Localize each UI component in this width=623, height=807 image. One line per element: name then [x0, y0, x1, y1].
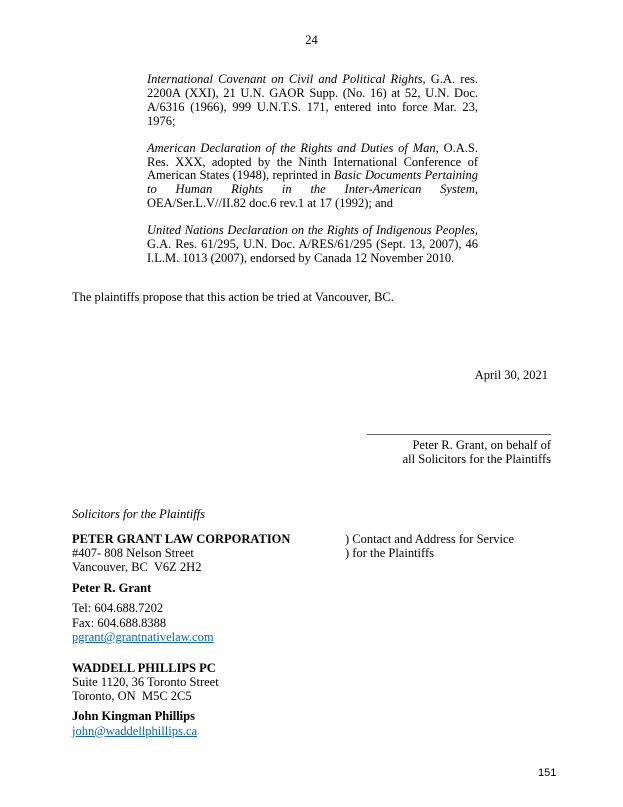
- firm2-contact-block: [72, 709, 197, 738]
- citation-paragraph-undrip: [147, 224, 478, 266]
- service-note-line1: ) Contact and Address for Service: [345, 532, 515, 546]
- citation-reference-text: G.A. Res. 61/295, U.N. Doc. A/RES/61/295 (Sept. 13, 2007), 46 I.L.M. 1013 (2007), endorsed by Canada 12 November 2010.: [147, 237, 478, 265]
- service-note-block: [345, 532, 514, 560]
- firm2-address-line1: Suite 1120, 36 Toronto Street: [72, 675, 219, 689]
- firm2-address-block: [72, 661, 219, 703]
- signature-name-line: Peter R. Grant, on behalf of: [412, 438, 551, 452]
- firm1-address-line2: Vancouver, BC V6Z 2H2: [72, 560, 202, 574]
- firm2-contact-name: John Kingman Phillips: [72, 709, 195, 723]
- citation-paragraph-american-declaration: [147, 142, 478, 212]
- citation-reference-text: , O.A.S. Res. XXX, adopted by the Ninth International Conference of American States (1948), reprinted in: [147, 140, 478, 183]
- firm2-email-link[interactable]: john@waddellphillips.ca: [72, 723, 198, 738]
- citation-paragraph-iccpr: [147, 73, 478, 129]
- signature-block: [367, 434, 551, 466]
- document-date: April 30, 2021: [474, 368, 548, 382]
- solicitors-heading: Solicitors for the Plaintiffs: [72, 507, 205, 521]
- citations-block: [147, 73, 478, 279]
- citation-title-italic: United Nations Declaration on the Rights of Indigenous Peoples,: [147, 223, 478, 238]
- firm1-contact-details: [72, 601, 214, 645]
- page-number-header: 24: [305, 33, 318, 47]
- citation-title-italic: International Covenant on Civil and Political Rights,: [147, 72, 426, 86]
- firm1-tel: Tel: 604.688.7202: [72, 601, 164, 615]
- signature-role-line: all Solicitors for the Plaintiffs: [402, 452, 551, 466]
- page-number-footer: 151: [538, 767, 557, 779]
- citation-title-italic: American Declaration of the Rights and Duties of Man: [147, 140, 436, 155]
- firm2-name: WADDELL PHILLIPS PC: [72, 661, 216, 675]
- citation-reference-text: G.A. res. 2200A (XXI), 21 U.N. GAOR Supp. (No. 16) at 52, U.N. Doc. A/6316 (1966), 999 U.N.T.S. 171, entered into force Mar. 23, 1976;: [147, 72, 478, 128]
- service-note-line2: ) for the Plaintiffs: [345, 546, 434, 560]
- firm1-address-block: [72, 532, 290, 574]
- firm2-address-line2: Toronto, ON M5C 2C5: [72, 689, 192, 703]
- firm1-contact-name: Peter R. Grant: [72, 581, 152, 595]
- firm1-email-link[interactable]: pgrant@grantnativelaw.com: [72, 630, 214, 644]
- firm1-address-line1: #407- 808 Nelson Street: [72, 546, 194, 560]
- citation-reference-text: OEA/Ser.L.V//II.82 doc.6 rev.1 at 17 (1992); and: [147, 196, 394, 211]
- firm1-name: PETER GRANT LAW CORPORATION: [72, 532, 291, 546]
- citation-title-italic: Basic Documents Pertaining to Human Rights in the Inter-American System,: [147, 168, 478, 197]
- trial-location-statement: The plaintiffs propose that this action be tried at Vancouver, BC.: [72, 290, 394, 304]
- firm1-fax: Fax: 604.688.8388: [72, 615, 167, 630]
